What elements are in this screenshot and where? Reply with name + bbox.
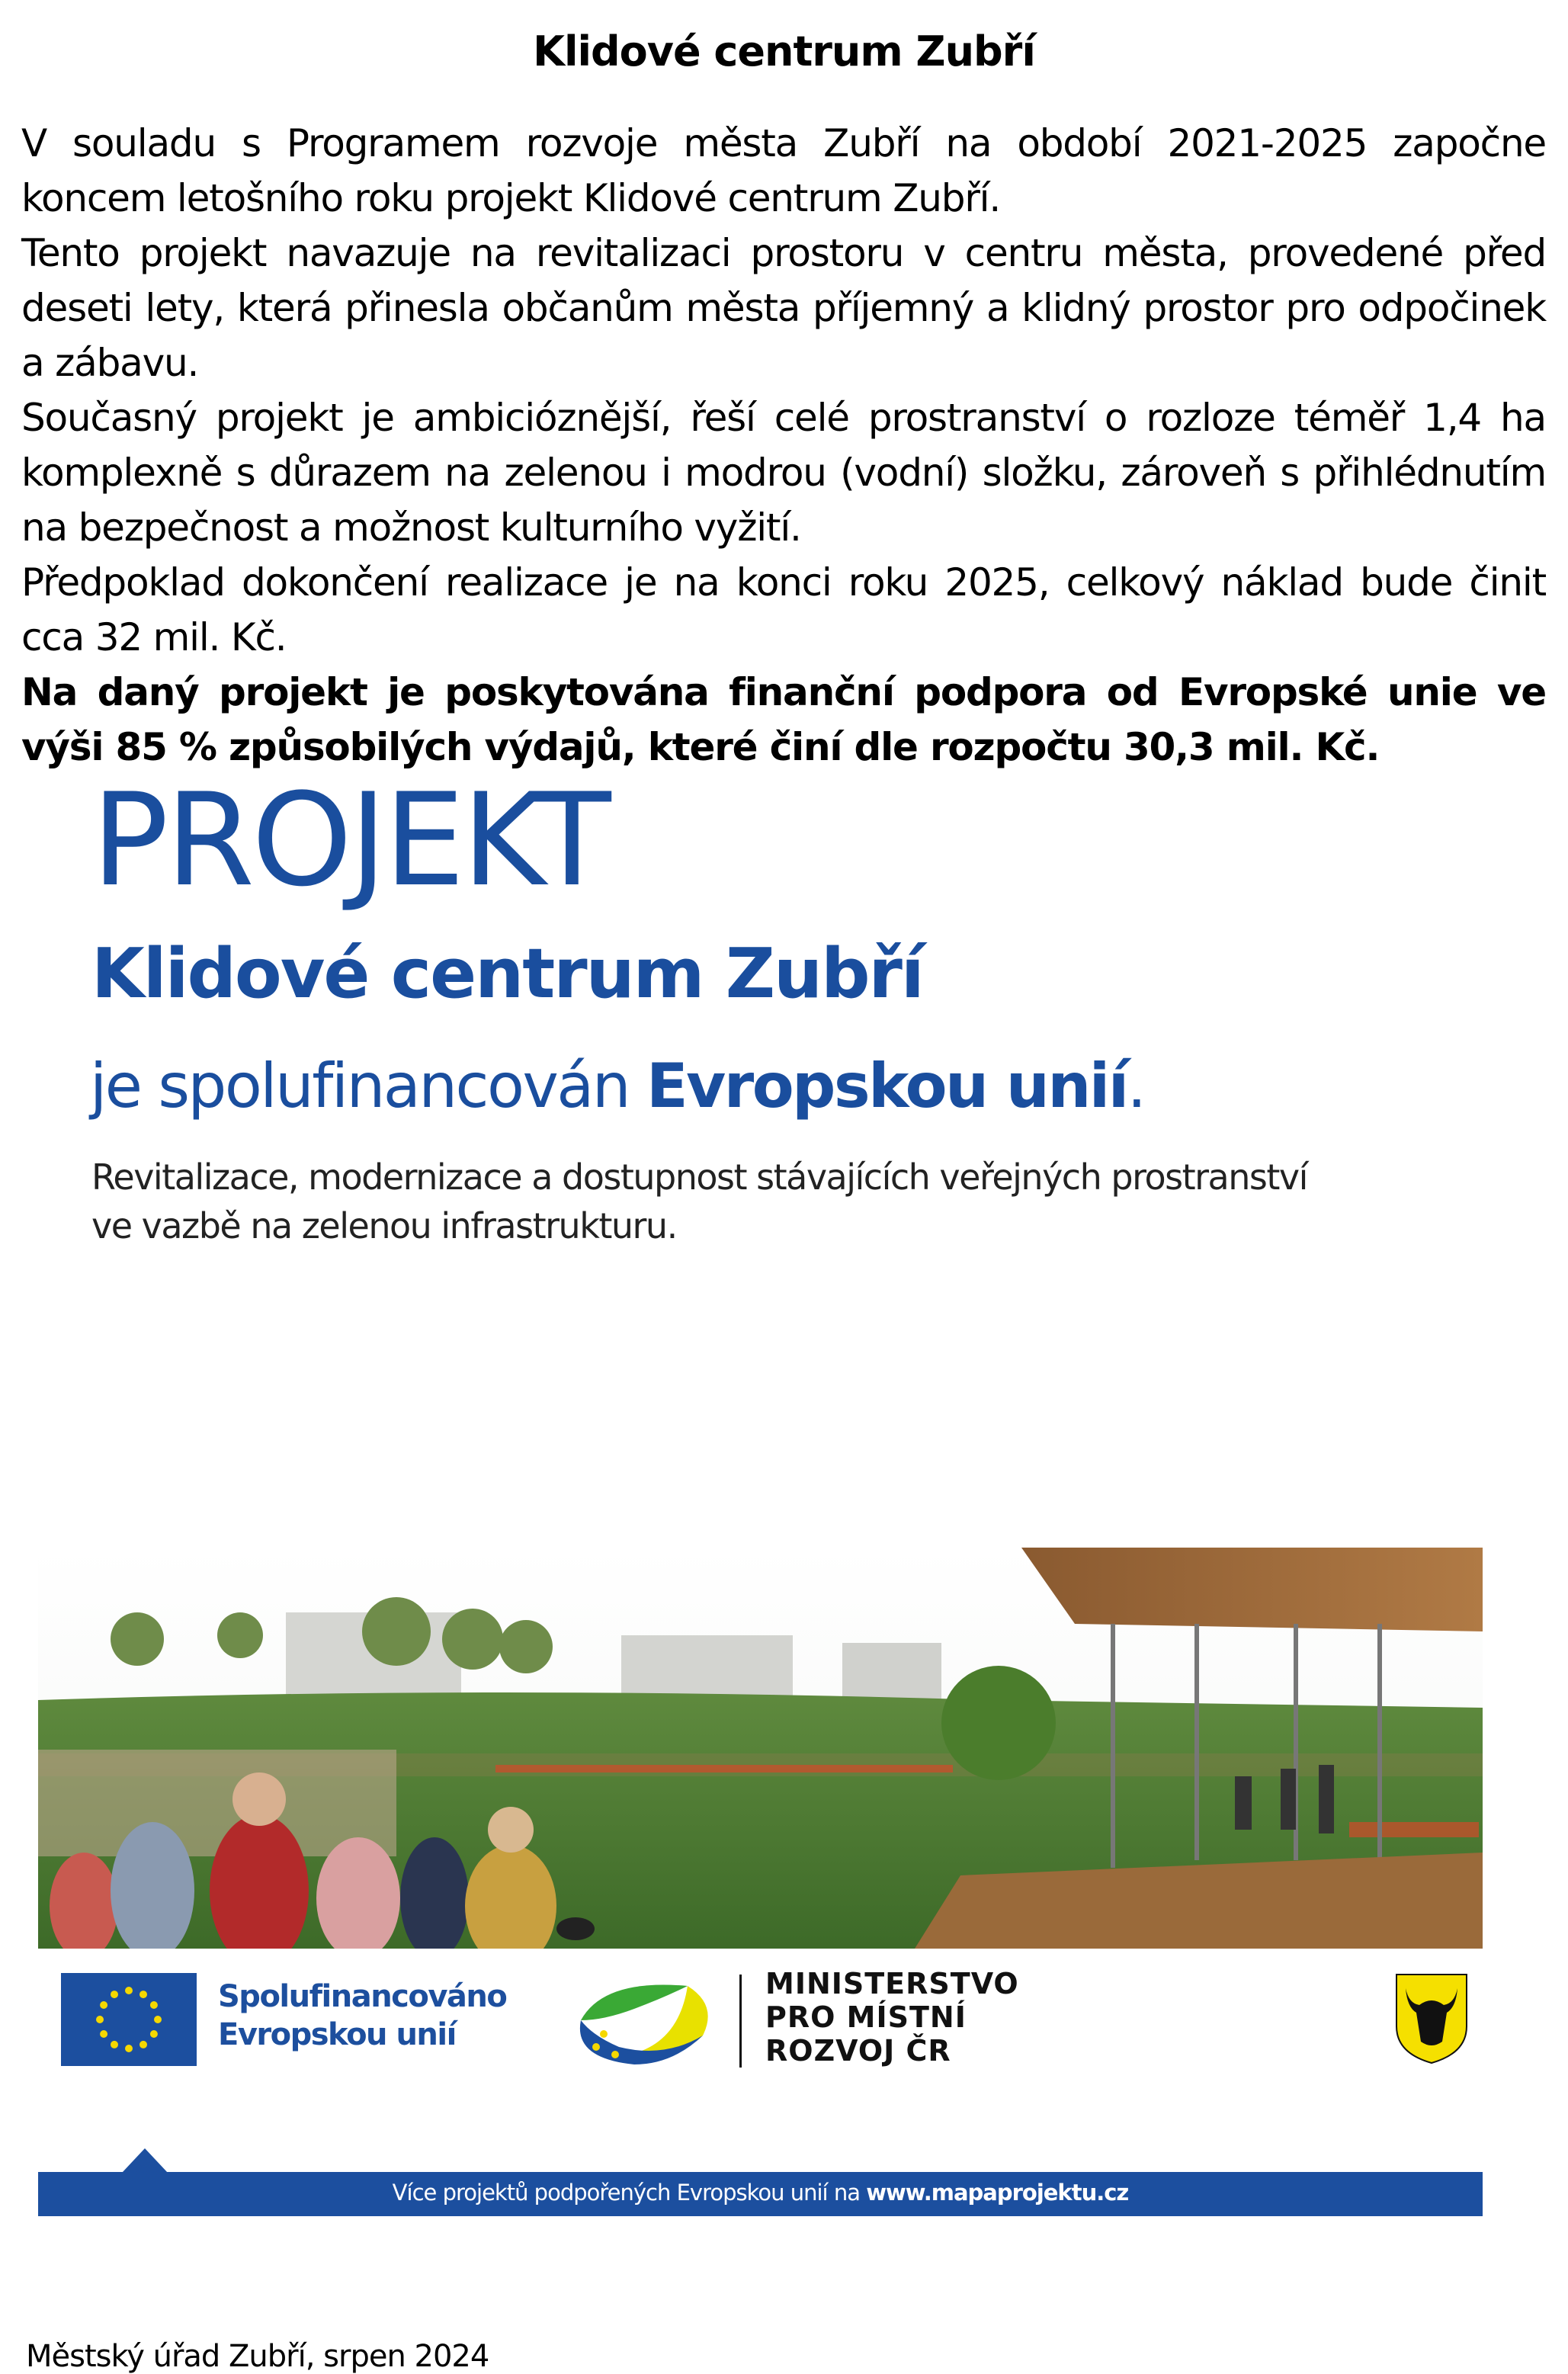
cofinanced-suffix: . <box>1127 1051 1145 1121</box>
logo-divider <box>739 1975 742 2068</box>
more-projects-banner <box>38 2172 1483 2216</box>
footer-signature: Městský úřad Zubří, srpen 2024 <box>26 2339 489 2374</box>
banner-text <box>38 2180 1483 2206</box>
paragraph: Předpoklad dokončení realizace je na konci roku 2025, celkový náklad bude činit cca 32 mil. Kč. <box>21 560 1546 659</box>
cofinanced-prefix: je spolufinancován <box>90 1051 646 1121</box>
paragraph: V souladu s Programem rozvoje města Zubří na období 2021-2025 započne koncem letošního roku projekt Klidové centrum Zubří. <box>21 121 1546 220</box>
mmr-logo-icon <box>573 1975 718 2070</box>
ministry-label <box>765 1967 1019 2068</box>
ministry-line: PRO MÍSTNÍ <box>765 2000 967 2034</box>
eu-star-icon <box>125 2045 133 2052</box>
zubri-coat-of-arms-icon <box>1395 1973 1468 2064</box>
funding-paragraph: Na daný projekt je poskytována finanční podpora od Evropské unie ve výši 85 % způsobilých výdajů, které činí dle rozpočtu 30,3 mil. Kč. <box>21 670 1546 769</box>
poster-heading: PROJEKT <box>91 765 608 915</box>
eu-cofinanced-label <box>218 1978 506 2054</box>
description-line: ve vazbě na zelenou infrastrukturu. <box>91 1205 677 1246</box>
eu-star-icon <box>139 1991 147 1998</box>
eu-star-icon <box>111 2041 118 2048</box>
cofinanced-bold: Evropskou unií <box>646 1051 1127 1121</box>
poster-description <box>91 1153 1307 1250</box>
paragraph: Současný projekt je ambicióznější, řeší celé prostranství o rozloze téměř 1,4 ha komplexně s důrazem na zelenou i modrou (vodní) složku, zároveň s přihlédnutím na bezpečnost a možnost kulturního vyžití. <box>21 396 1546 550</box>
poster-cofinanced <box>90 1051 1145 1121</box>
banner-pointer <box>122 2148 168 2173</box>
ministry-line: MINISTERSTVO <box>765 1967 1019 2000</box>
eu-star-icon <box>96 2016 104 2023</box>
eu-star-icon <box>139 2041 147 2048</box>
banner-text-prefix: Více projektů podpořených Evropskou unií na <box>392 2180 867 2206</box>
page-title: Klidové centrum Zubří <box>533 27 1035 75</box>
eu-star-icon <box>125 1987 133 1994</box>
eu-label-line: Spolufinancováno <box>218 1979 507 2014</box>
park-visualization-image <box>38 1548 1483 1949</box>
eu-star-icon <box>150 2001 158 2009</box>
eu-label-line: Evropskou unií <box>218 2017 456 2052</box>
eu-star-icon <box>154 2016 162 2023</box>
article-body <box>21 116 1546 775</box>
mapaprojektu-link[interactable]: www.mapaprojektu.cz <box>866 2180 1129 2206</box>
paragraph: Tento projekt navazuje na revitalizaci prostoru v centru města, provedené před deseti lety, která přinesla občanům města příjemný a klidný prostor pro odpočinek a zábavu. <box>21 231 1546 385</box>
poster-project-name: Klidové centrum Zubří <box>91 934 923 1014</box>
eu-star-icon <box>100 2030 107 2038</box>
eu-star-icon <box>111 1991 118 1998</box>
description-line: Revitalizace, modernizace a dostupnost stávajících veřejných prostranství <box>91 1157 1307 1198</box>
eu-star-icon <box>100 2001 107 2009</box>
eu-flag-logo <box>61 1973 197 2066</box>
eu-stars-icon <box>61 1973 197 2066</box>
ministry-line: ROZVOJ ČR <box>765 2034 951 2068</box>
eu-star-icon <box>150 2030 158 2038</box>
